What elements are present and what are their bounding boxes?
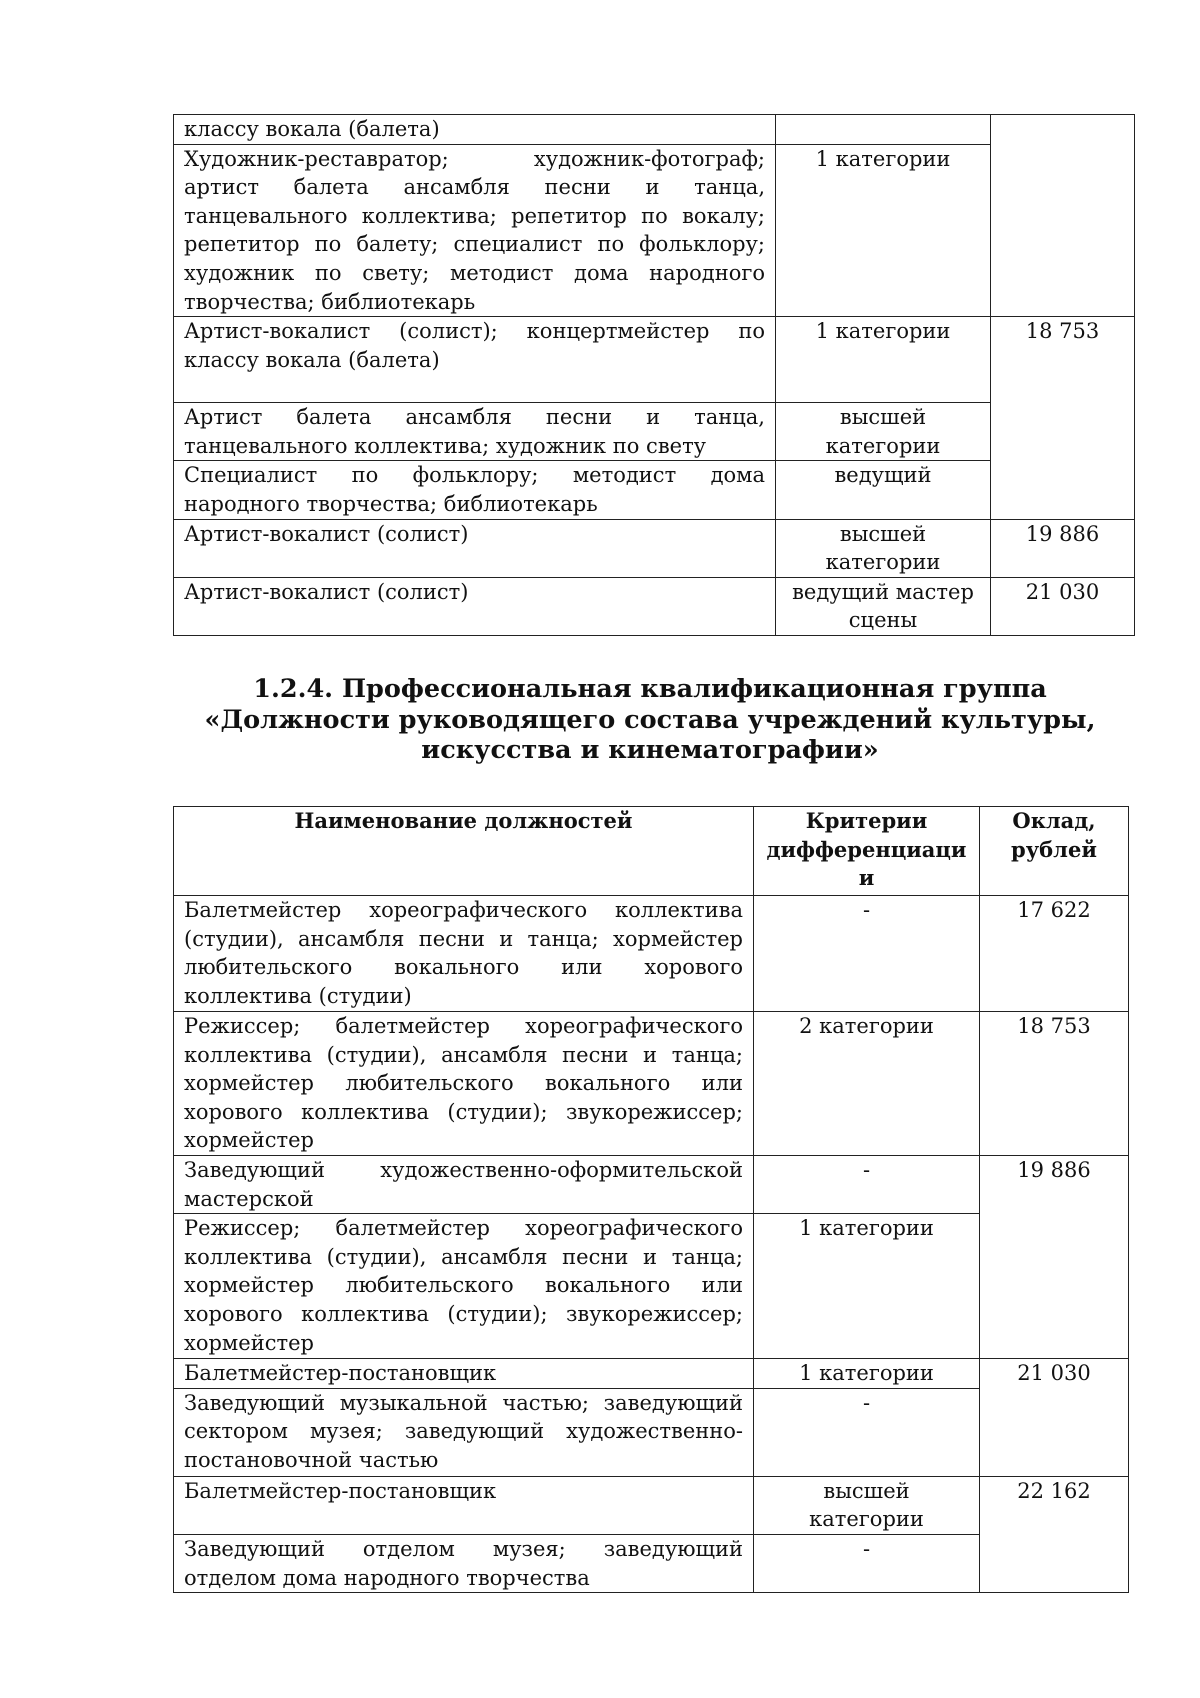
position-name: Заведующий художественно-оформительской мастерской [174,1156,754,1214]
table-row [174,461,1135,519]
criteria-cell: высшей категории [776,519,991,577]
criteria-cell: 2 категории [754,1012,980,1156]
table-row [174,519,1135,577]
section-heading-line: «Должности руководящего состава учреждений культуры, [204,704,1096,735]
criteria-cell: высшей категории [776,403,991,461]
table-row [174,144,1135,317]
table-row [174,1476,1129,1534]
position-name: Артист-вокалист (солист) [174,577,776,635]
criteria-cell [776,115,991,145]
position-name: Балетмейстер хореографического коллектива (студии), ансамбля песни и танца; хормейстер любительского вокального или хорового коллектива (студии) [174,896,754,1012]
salary-cell: 21 030 [980,1359,1129,1477]
header-position-name: Наименование должностей [174,807,754,896]
salary-cell: 18 753 [980,1012,1129,1156]
position-name: классу вокала (балета) [174,115,776,145]
criteria-cell: - [754,896,980,1012]
position-name: Заведующий отделом музея; заведующий отделом дома народного творчества [174,1534,754,1592]
criteria-cell: высшей категории [754,1476,980,1534]
table-row [174,1012,1129,1156]
table-row [174,1156,1129,1214]
salary-cell: 22 162 [980,1476,1129,1592]
criteria-cell: 1 категории [776,317,991,403]
table-row [174,896,1129,1012]
criteria-cell: ведущий [776,461,991,519]
header-salary: Оклад, рублей [980,807,1129,896]
position-name: Режиссер; балетмейстер хореографического коллектива (студии), ансамбля песни и танца; хормейстер любительского вокального или хорового коллектива (студии); звукорежиссер; хормейстер [174,1012,754,1156]
table-header-row [174,807,1129,896]
salary-cell: 17 622 [980,896,1129,1012]
salary-cell [991,115,1135,317]
position-name: Специалист по фольклору; методист дома народного творчества; библиотекарь [174,461,776,519]
position-name: Заведующий музыкальной частью; заведующий сектором музея; заведующий художественно-постановочной частью [174,1388,754,1476]
criteria-cell: 1 категории [776,144,991,317]
header-criteria: Критерии дифференциаци и [754,807,980,896]
section-heading-line: 1.2.4. Профессиональная квалификационная группа [253,674,1047,704]
criteria-cell: 1 категории [754,1214,980,1359]
table-continued [173,114,1135,636]
table-row [174,1359,1129,1389]
position-name: Балетмейстер-постановщик [174,1476,754,1534]
salary-cell: 18 753 [991,317,1135,519]
criteria-cell: - [754,1156,980,1214]
criteria-cell: - [754,1534,980,1592]
position-name: Режиссер; балетмейстер хореографического коллектива (студии), ансамбля песни и танца; хормейстер любительского вокального или хорового коллектива (студии); звукорежиссер; хормейстер [174,1214,754,1359]
salary-cell: 19 886 [980,1156,1129,1359]
position-name: Артист-вокалист (солист) [174,519,776,577]
position-name: Артист-вокалист (солист); концертмейстер по классу вокала (балета) [174,317,776,403]
section-heading [150,674,1150,766]
section-heading-line: искусства и кинематографии» [421,735,879,765]
criteria-cell: ведущий мастер сцены [776,577,991,635]
table-row [174,577,1135,635]
positions-table [173,806,1129,1593]
table-row [174,403,1135,461]
position-name: Артист балета ансамбля песни и танца, танцевального коллектива; художник по свету [174,403,776,461]
criteria-cell: 1 категории [754,1359,980,1389]
salary-cell: 19 886 [991,519,1135,577]
position-name: Художник-реставратор; художник-фотограф; артист балета ансамбля песни и танца, танцевального коллектива; репетитор по вокалу; репетитор по балету; специалист по фольклору; художник по свету; методист дома народного творчества; библиотекарь [174,144,776,317]
position-name: Балетмейстер-постановщик [174,1359,754,1389]
criteria-cell: - [754,1388,980,1476]
table-row [174,115,1135,145]
table-row [174,317,1135,403]
salary-cell: 21 030 [991,577,1135,635]
